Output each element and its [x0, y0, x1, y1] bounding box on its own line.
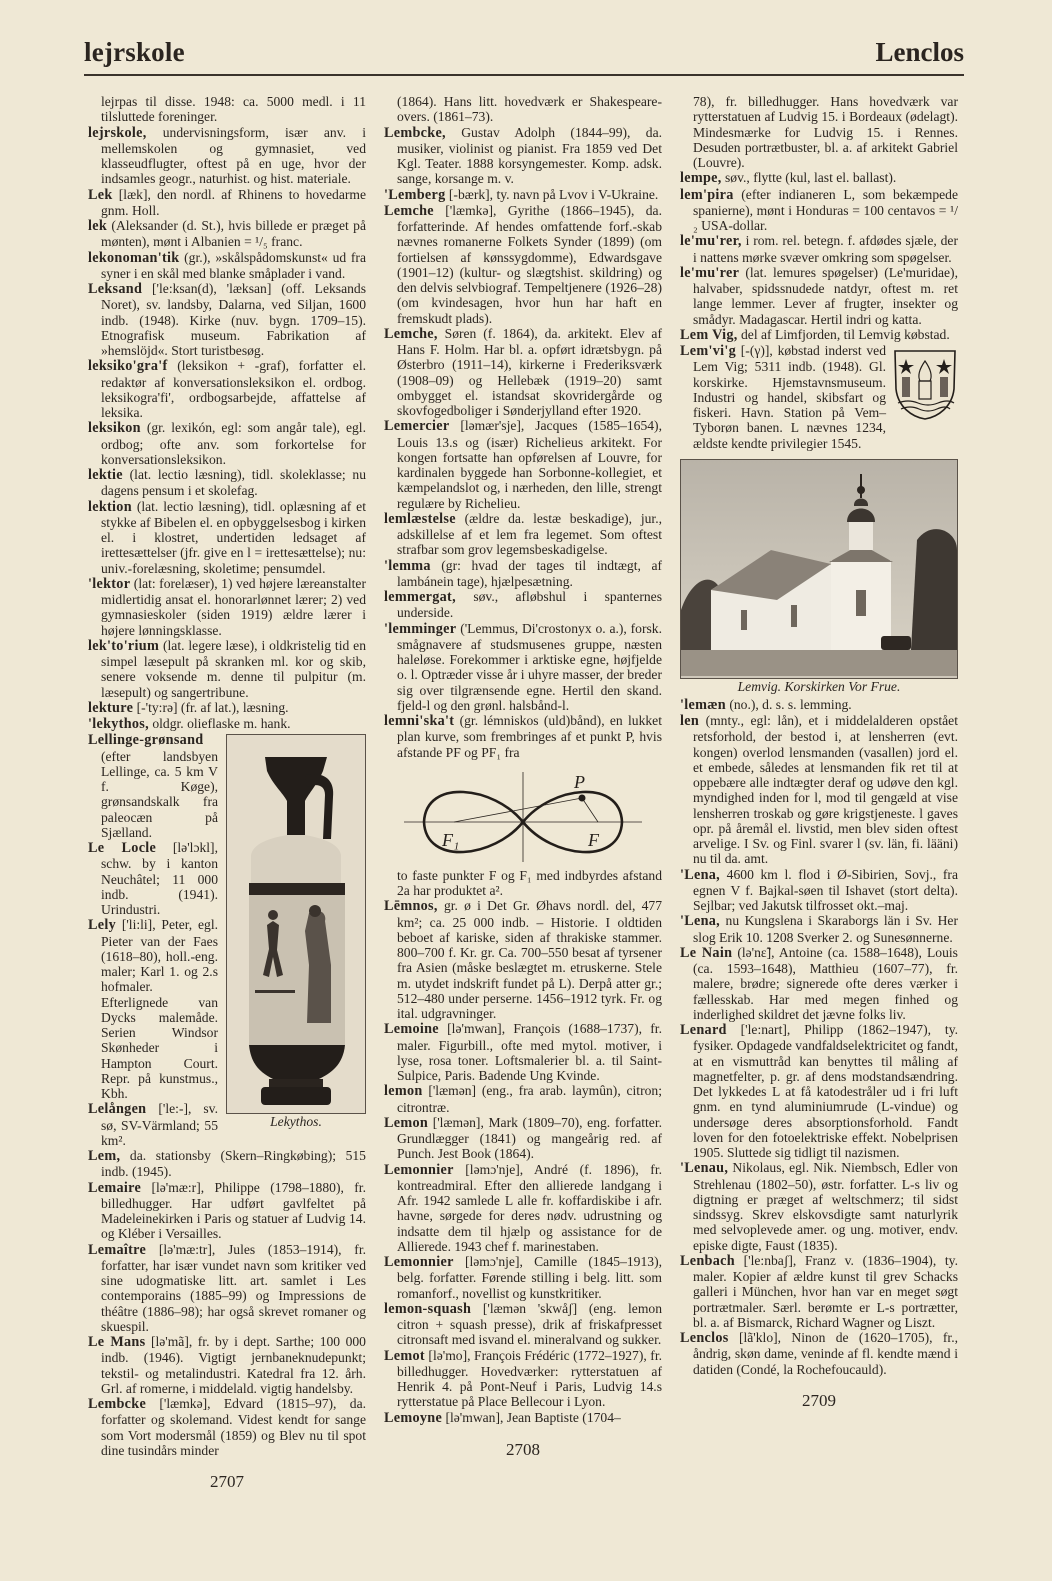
- headword: lek'to'rium: [88, 637, 160, 654]
- definition: ['læmən 'skwåʃ] (eng. lemon citron + squash presse), drik af friskafpresset citronsaft med isvand el. mineralvand og sukker.: [397, 1300, 662, 1348]
- definition: [ləmær'sje], Jacques (1585–1654), Louis 13.s og (især) Richelieus arkitekt. For kongen fortsatte han opførelsen af Louvre, for kardinalen byggede han Sorbonne-kollegiet, et kæmpelandslot og, i nærheden, den lille, strengt regulære by Richelieu.: [397, 418, 662, 511]
- entry: [680, 697, 958, 713]
- headword: 'lekythos,: [88, 716, 149, 732]
- running-header: [84, 30, 964, 76]
- definition: Gustav Adolph (1844–99), da. musiker, violinist og pianist. Fra 1859 ved Det Kgl. Teater. 1888 korsyngemester. Komp. adsk. sange, korsange m. v.: [397, 124, 662, 187]
- entry: [680, 1022, 958, 1160]
- definition: (lat. lemures spøgelser) (Le'muridae), halvaber, spidssnudede natdyr, oftest m. ret lange lemmer. Lever af frugter, insekter og smådyr. Madagascar. Hertil indri og katta.: [693, 264, 958, 327]
- entry: [384, 1162, 662, 1255]
- definition: [lə'mæ:tr], Jules (1853–1914), fr. forfatter, har især vundet navn som kritiker ved sine udogmatiske litt. art. samlet i Les contemporains (1885–99) og Impressions de théâtre (1886–98); har også skrevet romaner og skuespil.: [101, 1241, 366, 1334]
- headword: lek: [88, 218, 108, 234]
- headword: lemmergat,: [384, 589, 456, 605]
- entry: [384, 558, 662, 590]
- headword: Lem'vi'g: [680, 343, 736, 359]
- definition: to faste punkter F og F₁ med indbyrdes afstand 2a har produktet a².: [397, 867, 662, 898]
- entry: [680, 1253, 958, 1330]
- definition: (gr. lémniskos (uld)bånd), en lukket plan kurve, som frembringes af et punkt P, hvis afstande PF og PF₁ fra: [397, 713, 662, 760]
- entry-continuation: [384, 94, 662, 125]
- definition: ['le:nart], Philipp (1862–1947), ty. fysiker. Opdagede vandfaldselektricitet og fandt, at en vismuttråd kan benyttes til måling af magnetfelter, p. gr. af dens modstandsændring. Det lykkedes L at få katodestråler ud i fri luft gnm. en tynd aluminiumrude (L-vindue) og undersøge deres absorptionsforhold. Fandt loven for den fotoelektriske effekt. Nobelprisen 1905. Sluttede sig tidligt til nazismen.: [693, 1022, 959, 1160]
- definition: (efter indianeren L, som bekæmpede spanierne), mønt i Honduras = 100 centavos = ¹/₂ USA-dollar.: [693, 186, 958, 233]
- church-photo: [680, 459, 958, 679]
- headword: lekture: [88, 699, 134, 716]
- entry: [384, 1254, 662, 1301]
- column: [88, 94, 366, 1492]
- definition: søv., afløbshul i spanternes underside.: [397, 589, 662, 621]
- headword: lektie: [88, 467, 123, 483]
- entry: [680, 1330, 958, 1377]
- entry: [680, 867, 958, 914]
- definition: (Aleksander (d. St.), hvis billede er præget på mønten), mønt i Albanien = ¹/₅ franc.: [101, 218, 366, 250]
- entry: [384, 187, 662, 203]
- headword: Lemonnier: [384, 1254, 454, 1270]
- label-f1: F₁: [442, 829, 460, 850]
- entry: [384, 418, 662, 511]
- entry: [88, 1148, 366, 1180]
- headword: Lēmnos,: [384, 898, 438, 915]
- definition: ['le:-], sv. sø, SV-Värmland; 55 km².: [101, 1101, 218, 1148]
- headword: 'Lenau,: [680, 1160, 729, 1177]
- headword: Lemaître: [88, 1241, 147, 1258]
- label-p: P: [574, 771, 585, 792]
- definition: undervisningsform, især anv. i mellemskolen og gymnasiet, ved klasseudflugter, oftest på en uge, hvor der indsamles geogr., naturhist. og hist. materiale.: [101, 124, 366, 187]
- entry: [384, 1348, 662, 1410]
- entry: [88, 1334, 366, 1396]
- headword: 'lektor: [88, 575, 131, 592]
- headword: Le Nain: [680, 944, 733, 961]
- definition: Nikolaus, egl. Nik. Niembsch, Edler von Strehlenau (1802–50), østr. forfatter. L-s liv og digtning er præget af weltschmerz; til sidst sindssyg. Skrev elskovsdigte samt naturlyrik med selvoplevede amer. og ung. motiver, endv. episke digte, Faust (1835).: [693, 1160, 958, 1253]
- column: [680, 94, 958, 1411]
- headword: Lembcke,: [384, 124, 446, 141]
- label-f: F: [588, 829, 599, 850]
- headword: le'mu'rer: [680, 264, 740, 281]
- definition: (mnty., egl: lån), et i middelalderen opstået retsforhold, der bestod i, at lensherren (evt. kongen) overlod lensmanden (vasallen) jord el. et embede, således at lensmanden fik ret til at oppebære alle indtægter deraf og udøve den kgl. myndighed inden for l, mod til gengæld at vise lensherren troskab og gøre krigstjeneste. l gaves opr. på åremål el. livstid, men blev siden oftest arvelige. I Sv. og Finl. svarer l (sv. län, fi. lääni) nu til da. amt.: [693, 713, 958, 867]
- headword: 'lemminger: [384, 620, 457, 637]
- headword: lemon-squash: [384, 1300, 472, 1317]
- entry: [384, 511, 662, 558]
- definition: [lə'mã], fr. by i dept. Sarthe; 100 000 indb. (1946). Vigtigt jernbaneknudepunkt; tekstil- og metalindustri. Katedral fra 12. årh. Grl. af romerne, i middelald. vigtig handelsby.: [101, 1334, 366, 1396]
- definition: ['læmən], Mark (1809–70), eng. forfatter. Grundlægger (1841) og mangeårig red. af Punch. Jest Book (1864).: [397, 1114, 662, 1162]
- definition: (gr: hvad der tages til indtægt, af lambánein tage), hjælpesætning.: [397, 557, 662, 589]
- entry-continuation: [680, 94, 958, 170]
- entry: [384, 203, 662, 326]
- definition: oldgr. olieflaske m. hank.: [152, 716, 291, 731]
- headword: lemon: [384, 1083, 423, 1100]
- definition: (1864). Hans litt. hovedværk er Shakespeare-overs. (1861–73).: [397, 94, 662, 125]
- definition: (lat. legere læse), i oldkristelig tid en simpel læsepult på skranken ml. kor og skib, senere voksende m. denne til pulpitur (m. læsepult) og sangertribune.: [101, 637, 366, 700]
- definition: søv., flytte (kul, last el. ballast).: [725, 170, 897, 186]
- headword: lekonoman'tik: [88, 249, 180, 266]
- definition: nu Kungslena i Skaraborgs län i Sv. Her slog Erik 10. 1208 Sverker 2. og Sunesønnerne.: [693, 913, 958, 945]
- headword: len: [680, 713, 700, 729]
- definition: gr. ø i Det Gr. Øhavs nordl. del, 477 km²; ca. 25 000 indb. – Historie. I oldtiden beboet af kariske, siden af thrakiske stammer. 800–700 f. Kr. gr. Ca. 700–550 besat af tyrsener fra Asien (måske beslægtet m. etruskerne. Stele m. utydet indskrift fundet på L). Derpå atter gr.; 512–480 under perserne. 1456–1912 tyrk. Fr. og ital. udgravninger.: [397, 898, 663, 1021]
- entry: [384, 589, 662, 621]
- lemvig-church-figure: [680, 459, 958, 695]
- headword: Lem Vig,: [680, 326, 738, 343]
- headword: Lely: [88, 917, 116, 934]
- lekythos-image: [226, 734, 366, 1114]
- entry: [88, 638, 366, 700]
- entry: [384, 125, 662, 187]
- lemniscate-diagram: [384, 766, 662, 862]
- headword: leksiko'gra'f: [88, 358, 168, 375]
- definition: da. stationsby (Skern–Ringkøbing); 515 indb. (1945).: [101, 1148, 366, 1180]
- entry: [88, 1180, 366, 1242]
- definition: [ləmɔ'nje], André (f. 1896), fr. kontreadmiral. Efter den allierede landgang i Afr. 1942 samlede L alle fr. koffardiskibe i afr. havne, sørgede for deres nødv. udrustning og indsatte dem til hjælp og assistance for de Allierede. 1943 chef f. marinestaben.: [397, 1161, 662, 1254]
- definition: ('Lemmus, Di'crostonyx o. a.), forsk. smågnavere af studsmusenes gruppe, næsten haleløse. Forekommer i arktiske egne, højfjelde o. l. Optræder visse år i uhyre masser, der breder sig over tilgrænsende egne. Hertil den skand. fjeld-l og den grønl. halsbånd-l.: [397, 620, 662, 713]
- definition: (lat. lectio læsning), tidl. skoleklasse; nu dagens pensum i et skolefag.: [101, 467, 366, 499]
- headword: Lemoine: [384, 1021, 439, 1038]
- definition: ['læmkə], Edvard (1815–97), da. forfatter og skolemand. Videst kendt for sange som Vort modersmål (1859) og Blev nu til spot dine tusindårs minder: [101, 1396, 367, 1458]
- entry: [88, 358, 366, 420]
- entry: [680, 1160, 958, 1253]
- definition: ['li:li], Peter, egl. Pieter van der Faes (1618–80), holl.-eng. maler; Karl 1. og 2.s hofmaler. Efterlignede van Dycks malemåde. Serien Windsor Skønheder i Hampton Court. Repr. på kunstmus., Kbh.: [101, 917, 218, 1101]
- definition: (ældre da. lestæ beskadige), jur., adskillelse af et lem fra legemet. Som oftest strafbar som grov legemsbeskadigelse.: [397, 510, 662, 558]
- headword: 'lemma: [384, 557, 431, 574]
- lemvig-coat-of-arms: [892, 347, 958, 421]
- figure-caption: Lekythos.: [270, 1114, 322, 1130]
- headword: Lek: [88, 186, 113, 203]
- headword: leksikon: [88, 420, 141, 437]
- definition: (no.), d. s. s. lemming.: [729, 696, 852, 712]
- definition: del af Limfjorden, til Lemvig købstad.: [740, 326, 950, 342]
- headword: Lemche,: [384, 325, 438, 342]
- headword: Lemonnier: [384, 1161, 454, 1178]
- definition: [lə'mwan], François (1688–1737), fr. maler. Figurbill., ofte med mytol. motiver, i lyse, rosa toner. Loftsmalerier bl. a. til Saint-Sulpice, Paris. Badende Ung Kvinde.: [397, 1021, 662, 1083]
- definition: Søren (f. 1864), da. arkitekt. Elev af Hans F. Holm. Har bl. a. opført idrætsbygn. på Østerbro (1911–14), kirkerne i Frederiksværk (1908–09) og Hellebæk (1919–20) samt ombygget el. istandsat skovridergårde og skovfogedboliger i Sønderjylland efter 1920.: [397, 325, 662, 418]
- entry: [88, 700, 366, 716]
- headword: Le Mans: [88, 1334, 146, 1350]
- definition: [læk], den nordl. af Rhinens to hovedarme gnm. Holl.: [101, 186, 366, 218]
- headword: Lem,: [88, 1148, 121, 1164]
- page-number: 2709: [802, 1390, 836, 1410]
- headword: Lemot: [384, 1347, 425, 1364]
- entry: [88, 125, 366, 187]
- entry: [88, 281, 366, 358]
- headword: lektion: [88, 498, 132, 515]
- entry: [88, 250, 366, 282]
- definition: ['læmkə], Gyrithe (1866–1945), da. forfatterinde. Af hendes omfattende forf.-skab nævnes romanerne Folkets Synder (1899) (om fortielsen af kønssygdomme), Edwardsgave (1901–12) (kultur- og slægtshist. skildring) og den delvis selvbiograf. Tempeltjenere (1926–28) (om kvindesagen, hvor hun har haft en fremskudt plads).: [397, 202, 662, 326]
- page-number: 2707: [210, 1472, 244, 1491]
- header-last-entry: Lenclos: [875, 37, 964, 67]
- headword: lempe,: [680, 170, 722, 187]
- headword: 'Lemberg: [384, 186, 446, 203]
- headword: Lemche: [384, 202, 434, 219]
- entry: [88, 499, 366, 576]
- definition: lejrpas til disse. 1948: ca. 5000 medl. i 11 tilsluttede foreninger.: [101, 94, 366, 125]
- entry: [88, 1242, 366, 1335]
- definition: [ləmɔ'nje], Camille (1845–1913), belg. forfatter. Førende stilling i belg. litt. som romanforf., novellist og kunstkritiker.: [397, 1254, 662, 1301]
- headword: lem'pira: [680, 186, 734, 203]
- entry: [680, 265, 958, 327]
- entry: [384, 1301, 662, 1348]
- definition: 78), fr. billedhugger. Hans hovedværk var rytterstatuen af Ludvig 15. i Bordeaux (ødelagt). Mindesmærke for Ludvig 15. i Rennes. Desuden portrætbuster, bl. a. af arkitekt Gabriel (Louvre).: [693, 94, 958, 170]
- entry: [384, 326, 662, 419]
- definition: ['le:ksan(d), 'læksan] (off. Leksands Noret), sv. landsby, Dalarna, ved Siljan, 1600 indb. (1948). Kirke (nuv. bygn. 1709–15). Etnografisk museum. Fabrikation af »hemslöjd«. Stort turistbesøg.: [101, 281, 366, 358]
- definition: [-(γ)], købstad inderst ved Lem Vig; 5311 indb. (1948). Gl. korskirke. Hjemstavnsmuseum. Industri og handel, skibsfart og fiskeri. Havn. Station på Vem–Tyborøn banen. L nævnes 1234, ældste kendte privilegier 1545.: [693, 343, 886, 451]
- headword: Lemon: [384, 1114, 429, 1131]
- definition: [lə'mo], François Frédéric (1772–1927), fr. billedhugger. Hovedværker: rytterstatuen af Henrik 4. på Pont-Neuf i Paris, Ludvig 14.s rytterstatue på Place Bellecour i Lyon.: [397, 1347, 662, 1410]
- entry: [680, 170, 958, 186]
- definition: i rom. rel. betegn. f. afdødes sjæle, der i nattens mørke svæver omkring som spøgelser.: [693, 233, 958, 265]
- entry: [88, 187, 366, 219]
- headword: lemni'ska't: [384, 713, 455, 729]
- definition: [lã'klo], Ninon de (1620–1705), fr., åndrig, skøn dame, veninde af fl. kendte mænd i datiden (Condé, la Rochefoucauld).: [693, 1330, 958, 1377]
- entry: [88, 1396, 366, 1458]
- definition: [lə'lɔkl], schw. by i kanton Neuchâtel; 11 000 indb. (1941). Urindustri.: [101, 840, 218, 917]
- entry: [384, 713, 662, 760]
- definition: [-bærk], ty. navn på Lvov i V-Ukraine.: [448, 186, 659, 202]
- definition: ['le:nbaʃ], Franz v. (1836–1904), ty. maler. Kopier af ældre kunst til grev Schacks galleri i München, hvor han var en meget søgt portrætmaler. Særl. berømte er L-s portrætter, bl. a. af Bismarck, Richard Wagner og Liszt.: [693, 1252, 958, 1330]
- definition: (gr. lexikón, egl: som angår tale), egl. ordbog; ofte anv. som forkortelse for konversationsleksikon.: [101, 420, 366, 467]
- headword: Lenbach: [680, 1252, 735, 1269]
- entry: [384, 1115, 662, 1162]
- entry: [680, 233, 958, 265]
- headword: 'lemæn: [680, 696, 726, 713]
- definition: (lə'nɛ̃], Antoine (ca. 1588–1648), Louis (ca. 1593–1648), Matthieu (1607–77), fr. malere, brødre; signerede ofte deres værker i fællesskab. Har med megen finhed og inderlighed skildret det jævne folks liv.: [693, 944, 958, 1022]
- entry: [88, 467, 366, 499]
- entry: [680, 913, 958, 945]
- definition: (leksikon + -graf), forfatter el. redaktør af konversationsleksikon el. ordbog. leksikogra'fi', ordbogsarbejde, affattelse af leksika.: [101, 358, 366, 420]
- entry: [88, 576, 366, 638]
- headword: Le Locle: [88, 840, 157, 856]
- definition: (lat. lectio læsning), tidl. oplæsning af et stykke af Bibelen el. en opbyggelsesbog i kirken el. i klostret, undertiden ledsaget af irettesættelser (jfr. give en l = irettesættelse); nu: univ.-forelæsning, skoletime; pensumdel.: [101, 498, 366, 576]
- headword: lemlæstelse: [384, 510, 456, 527]
- definition: [lə'mwan], Jean Baptiste (1704–: [445, 1409, 621, 1425]
- entry: [88, 218, 366, 250]
- headword: Leksand: [88, 281, 143, 297]
- lekythos-figure: [226, 734, 366, 1130]
- entry: [384, 1410, 662, 1426]
- column: [384, 94, 662, 1460]
- definition: (gr.), »skålspådomskunst« ud fra syner i en skål med blanke småplader i vand.: [101, 249, 366, 281]
- headword: 'Lena,: [680, 913, 721, 930]
- entry: [680, 945, 958, 1022]
- entry: [384, 1021, 662, 1083]
- entry: [680, 187, 958, 234]
- entry-continuation: [384, 868, 662, 899]
- headword: lejrskole,: [88, 124, 147, 141]
- entry: [88, 420, 366, 467]
- entry: [680, 327, 958, 343]
- headword: Lemaire: [88, 1179, 142, 1196]
- entry: [384, 1083, 662, 1115]
- headword: Lenclos: [680, 1330, 729, 1346]
- definition: (lat: forelæser), 1) ved højere læreanstalter midlertidig ansat el. honorarlønnet lærer; 2) ved gymnasieskoler (siden 1919) ældre lærer i højere lønningsklasse.: [101, 575, 366, 638]
- page-number: 2708: [506, 1439, 540, 1459]
- headword: Lellinge-grønsand: [88, 732, 204, 749]
- headword: Lemoyne: [384, 1409, 443, 1426]
- definition: ['læmən] (eng., fra arab. laymûn), citron; citrontræ.: [397, 1083, 662, 1115]
- definition: [lə'mæ:r], Philippe (1798–1880), fr. billedhugger. Har udført gavlfeltet på Madeleinekirken i Paris og statuer af Ludvig 14. og Kléber i Versailles.: [101, 1179, 366, 1242]
- definition: (efter landsbyen Lellinge, ca. 5 km V f. Køge), grønsandskalk fra paleocæn på Sjælland.: [101, 748, 218, 840]
- headword: Lelången: [88, 1101, 147, 1118]
- headword: Lemercier: [384, 418, 450, 435]
- header-first-entry: lejrskole: [84, 37, 185, 67]
- headword: Lembcke: [88, 1396, 147, 1412]
- entry-continuation: [88, 94, 366, 125]
- headword: Lenard: [680, 1022, 727, 1038]
- definition: 4600 km l. flod i Ø-Sibirien, Sovj., fra egnen V f. Bajkal-søen til Ishavet (stort delta). Sejlbar; ved Jakutsk tilfrosset okt.–maj.: [693, 866, 958, 913]
- entry: [88, 716, 366, 732]
- entry: [680, 713, 958, 867]
- page-columns: [88, 94, 960, 1492]
- entry: [384, 898, 662, 1021]
- entry: [384, 621, 662, 714]
- headword: le'mu'rer,: [680, 233, 742, 250]
- headword: 'Lena,: [680, 866, 721, 883]
- figure-caption: Lemvig. Korskirken Vor Frue.: [737, 678, 901, 694]
- definition: [-'ty:rə] (fr. af lat.), læsning.: [136, 699, 289, 715]
